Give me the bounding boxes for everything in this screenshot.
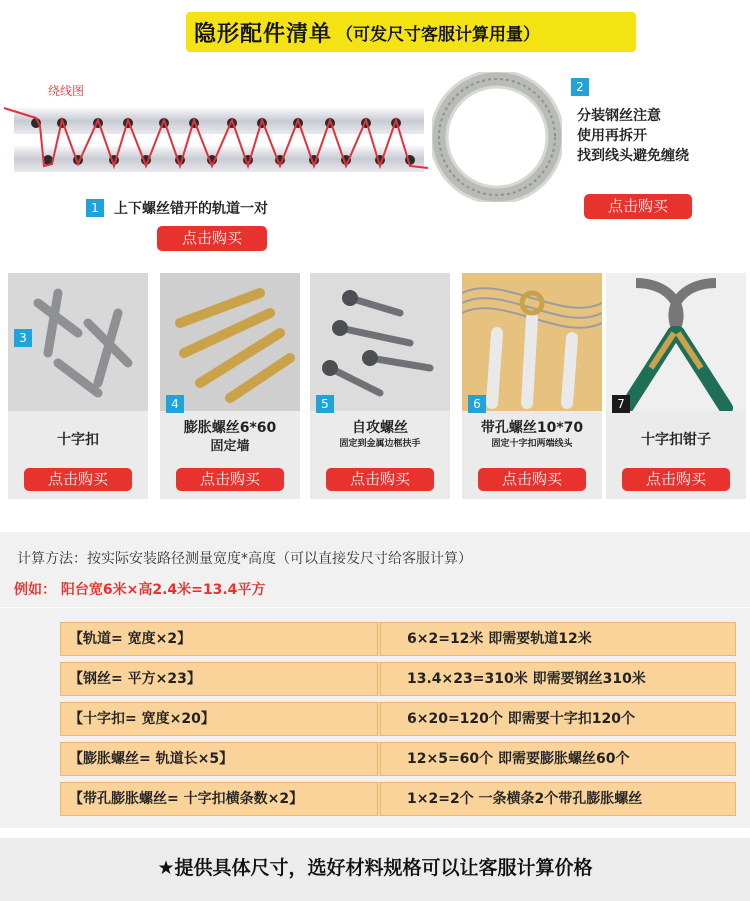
formula-cell: 【轨道= 宽度×2】 (60, 622, 378, 656)
item-2-notes (577, 106, 689, 166)
product-use: 固定十字扣两端线头 (491, 439, 573, 449)
product-number-badge: 5 (316, 395, 334, 413)
item-2-number-badge: 2 (571, 78, 589, 96)
rail-wiring-diagram (0, 96, 430, 186)
top-section (0, 62, 750, 262)
item-2-note-line: 使用再拆开 (577, 128, 647, 144)
footer-note: ★提供具体尺寸，选好材料规格可以让客服计算价格 (0, 838, 750, 901)
product-number-badge: 4 (166, 395, 184, 413)
item-2-note-line: 分装钢丝注意 (577, 108, 661, 124)
formula-cell: 【十字扣= 宽度×20】 (60, 702, 378, 736)
result-cell: 6×2=12米 即需要轨道12米 (380, 622, 736, 656)
table-row (60, 782, 736, 816)
self-tapping-screw-image (310, 273, 450, 411)
result-cell: 1×2=2个 一条横条2个带孔膨胀螺丝 (380, 782, 736, 816)
calculation-method-section (0, 532, 750, 607)
table-row (60, 662, 736, 696)
page-title-banner (186, 12, 636, 52)
item-1-label: 上下螺丝错开的轨道一对 (114, 201, 268, 217)
table-row (60, 622, 736, 656)
product-grid (0, 268, 750, 500)
product-number-badge: 6 (468, 395, 486, 413)
product-number-badge: 7 (612, 395, 630, 413)
product-name: 带孔螺丝10*70 (480, 420, 584, 436)
item-1-number-badge: 1 (86, 199, 104, 217)
product-buy-button[interactable]: 点击购买 (622, 468, 730, 491)
pliers-image (606, 273, 746, 411)
item-2-note-line: 找到线头避免缠绕 (577, 148, 689, 164)
result-cell: 6×20=120个 即需要十字扣120个 (380, 702, 736, 736)
table-row (60, 742, 736, 776)
product-use: 固定到金属边框扶手 (339, 439, 421, 449)
product-name: 自攻螺丝 (352, 420, 408, 436)
product-name: 十字扣 (57, 432, 99, 448)
product-card-cross-clip (8, 273, 148, 499)
eye-bolt-image (462, 273, 602, 411)
product-card-self-tapping-screw (310, 273, 450, 499)
formula-cell: 【带孔膨胀螺丝= 十字扣横条数×2】 (60, 782, 378, 816)
product-use: 固定墙 (210, 439, 250, 454)
result-cell: 12×5=60个 即需要膨胀螺丝60个 (380, 742, 736, 776)
product-buy-button[interactable]: 点击购买 (24, 468, 132, 491)
item-1-buy-button[interactable]: 点击购买 (157, 226, 267, 251)
expansion-bolt-image (160, 273, 300, 411)
formula-cell: 【钢丝= 平方×23】 (60, 662, 378, 696)
product-card-pliers (606, 273, 746, 499)
table-row (60, 702, 736, 736)
calculation-example: 例如： 阳台宽6米×高2.4米=13.4平方 (14, 582, 266, 598)
item-2-buy-button[interactable]: 点击购买 (584, 194, 692, 219)
product-card-expansion-bolt (160, 273, 300, 499)
result-cell: 13.4×23=310米 即需要钢丝310米 (380, 662, 736, 696)
product-buy-button[interactable]: 点击购买 (478, 468, 586, 491)
formula-cell: 【膨胀螺丝= 轨道长×5】 (60, 742, 378, 776)
calculation-method-text: 计算方法：按实际安装路径测量宽度*高度（可以直接发尺寸给客服计算） (17, 551, 472, 567)
wiring-diagram-label: 绕线图 (48, 84, 85, 98)
page-subtitle: （可发尺寸客服计算用量） (336, 24, 541, 45)
product-name: 十字扣钳子 (641, 432, 711, 448)
item-1-caption (86, 198, 268, 218)
steel-wire-coil-image (432, 72, 562, 202)
product-card-eye-bolt (462, 273, 602, 499)
product-buy-button[interactable]: 点击购买 (326, 468, 434, 491)
product-number-badge: 3 (14, 329, 32, 347)
usage-table (0, 608, 750, 828)
page-title: 隐形配件清单 (194, 21, 333, 47)
product-buy-button[interactable]: 点击购买 (176, 468, 284, 491)
product-name: 膨胀螺丝6*60 (183, 420, 277, 436)
